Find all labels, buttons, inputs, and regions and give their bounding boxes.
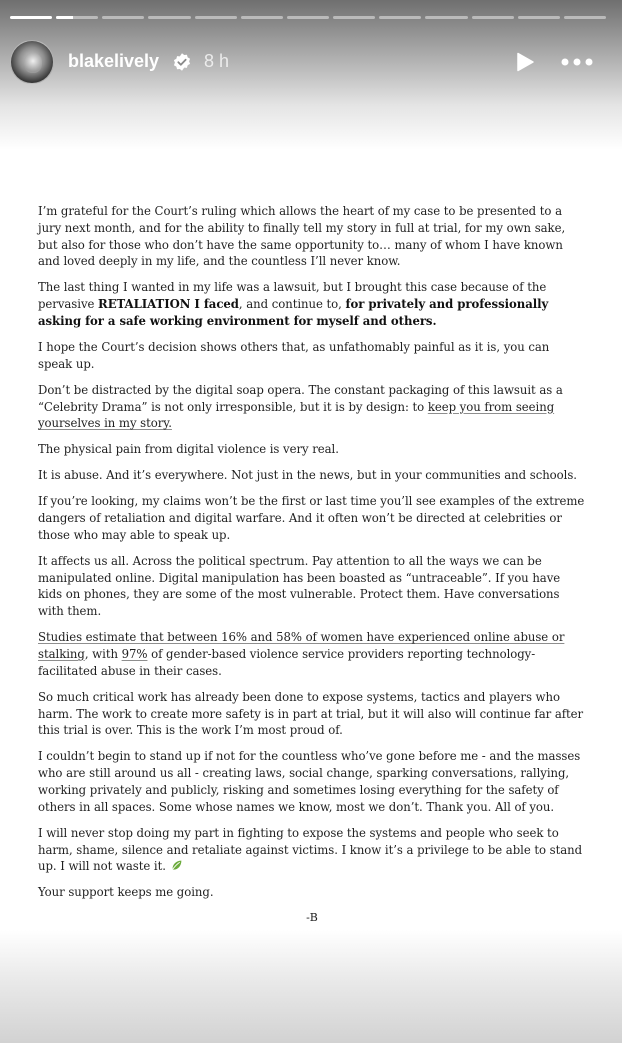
paragraph-2: The last thing I wanted in my life was a lawsuit, but I brought this case because of the pervasive RETALIATION I faced, and continue to, for privately and professionally asking for a safe working environment for myself and others.: [38, 280, 549, 328]
play-icon[interactable]: [512, 50, 536, 74]
progress-segment-fill: [56, 16, 73, 19]
paragraph-7: If you’re looking, my claims won’t be the first or last time you’ll see examples of the extreme dangers of retaliation and digital warfare. And it often won’t be directed at celebrities or those who may able to speak up.: [38, 494, 585, 542]
paragraph-5: The physical pain from digital violence is very real.: [38, 442, 339, 457]
progress-segment: [379, 16, 421, 19]
paragraph-6: It is abuse. And it’s everywhere. Not just in the news, but in your communities and schools.: [38, 468, 577, 483]
paragraph-3: I hope the Court’s decision shows others that, as unfathomably painful as it is, you can speak up.: [38, 339, 550, 371]
paragraph-12: I will never stop doing my part in fighting to expose the systems and people who seek to harm, shame, silence and retaliate against victims. I know it’s a privilege to be able to stand up. I will not waste it.: [38, 825, 583, 874]
progress-segment: [102, 16, 144, 19]
paragraph-11: I couldn’t begin to stand up if not for the countless who’ve gone before me - and the masses who are still around us all - creating laws, social change, sparking conversations, rallying, working privately and publicly, risking and sometimes losing everything for the safety of others in all spaces. Some whose names we know, most we don’t. Thank you. All of you.: [38, 749, 581, 814]
underlined-stat: Studies estimate that between 16% and 58% of women have experienced online abuse or stalking: [38, 630, 565, 662]
statement-letter: [38, 203, 586, 927]
paragraph-8: It affects us all. Across the political spectrum. Pay attention to all the ways we can be manipulated online. Digital manipulation has been boasted as “untraceable”. If you have kids on phones, they are some of the most vulnerable. Protect them. Have conversations with them.: [38, 553, 561, 619]
progress-segment: [425, 16, 467, 19]
progress-segment: [333, 16, 375, 19]
underlined-text: keep you from seeing yourselves in my story.: [38, 399, 555, 431]
verified-badge-icon: [172, 52, 192, 72]
paragraph-4: Don’t be distracted by the digital soap opera. The constant packaging of this lawsuit as a “Celebrity Drama” is not only irresponsible, but it is by design: to keep you from seeing yourselves in my story.: [38, 382, 563, 431]
signature: -B: [306, 911, 318, 925]
story-progress-bar: [10, 16, 606, 19]
progress-segment: [241, 16, 283, 19]
post-time: 8 h: [204, 51, 230, 71]
progress-segment: [195, 16, 237, 19]
paragraph-13: Your support keeps me going.: [38, 885, 214, 900]
username[interactable]: blakelively: [68, 51, 160, 71]
progress-segment-fill: [10, 16, 52, 19]
bottom-gradient-overlay: [0, 930, 622, 1043]
progress-segment: [10, 16, 52, 19]
paragraph-10: So much critical work has already been done to expose systems, tactics and players who harm. The work to create more safety is in part at trial, but it will also will continue far after this trial is over. This is the work I’m most proud of.: [38, 689, 584, 738]
progress-segment: [472, 16, 514, 19]
progress-segment: [148, 16, 190, 19]
paragraph-1: I’m grateful for the Court’s ruling which allows the heart of my case to be presented to a jury next month, and for the ability to finally tell my story in full at trial, for my own sake, but also for those who don’t have the same opportunity to… many of whom I have known and loved deeply in my life, and the countless I’ll never know.: [38, 204, 566, 269]
paragraph-9: Studies estimate that between 16% and 58% of women have experienced online abuse or stalking, with 97% of gender-based violence service providers reporting technology-facilitated abuse in their cases.: [38, 630, 565, 678]
bold-retaliation: RETALIATION I faced: [98, 297, 239, 312]
progress-segment: [518, 16, 560, 19]
leaf-emoji-icon: [170, 859, 183, 872]
avatar[interactable]: [10, 40, 54, 84]
underlined-percent: 97%: [121, 647, 148, 662]
more-options-icon[interactable]: [560, 50, 594, 74]
progress-segment: [56, 16, 98, 19]
bold-safe-environment: for privately and professionally asking for a safe working environment for myself and others.: [38, 297, 549, 328]
progress-segment: [564, 16, 606, 19]
story-header: [10, 38, 610, 84]
progress-segment: [287, 16, 329, 19]
